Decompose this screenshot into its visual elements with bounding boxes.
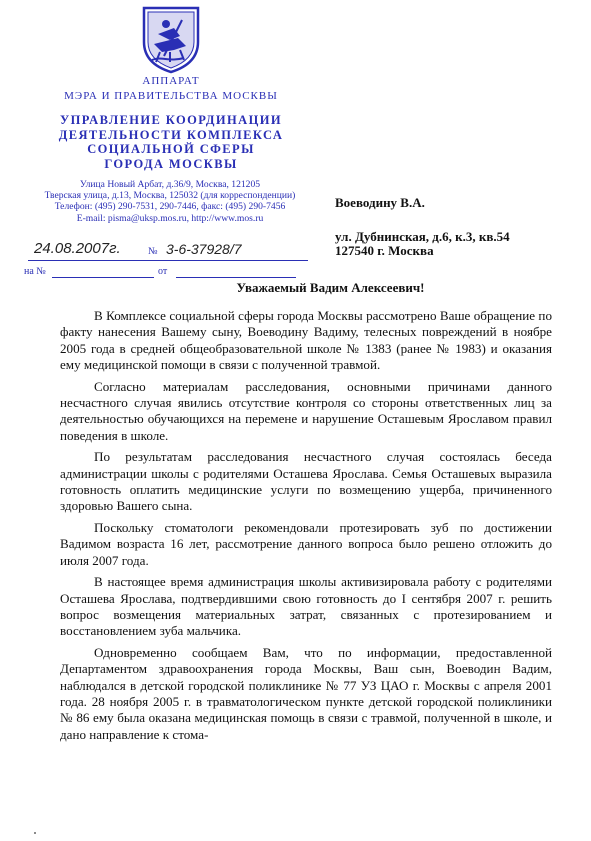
letterhead-address xyxy=(20,179,320,224)
reference-date-blank xyxy=(176,277,296,278)
address-line: Улица Новый Арбат, д.36/9, Москва, 121205 xyxy=(79,179,261,190)
recipient-name: Воеводину В.А. xyxy=(335,195,425,210)
department-line: ДЕЯТЕЛЬНОСТИ КОМПЛЕКСА xyxy=(58,127,284,142)
apparat-line: МЭРА И ПРАВИТЕЛЬСТВА МОСКВЫ xyxy=(64,90,278,102)
address-line: Телефон: (495) 290-7531, 290-7446, факс: (495) 290-7456 xyxy=(54,201,286,213)
department-line: ГОРОДА МОСКВЫ xyxy=(104,156,238,171)
body-paragraph: По результатам расследования несчастного случая состоялась беседа администрации школы с родителями Осташева Ярослава. Семья Осташевых выразила готовность оплатить медицинские услуги по возмещению ущерба, причиненного здоровью Вашего сына. xyxy=(60,449,552,514)
reference-number-blank xyxy=(52,277,154,278)
body-paragraph: Согласно материалам расследования, основными причинами данного несчастного случая явились отсутствие контроля со стороны ответственных лиц за деятельностью обучающихся на перемене и нарушение Осташевым Ярославом правил поведения в школе. xyxy=(60,378,552,443)
registration-line xyxy=(28,240,308,264)
body-paragraph: Одновременно сообщаем Вам, что по информации, предоставленной Департаментом здравоохранения города Москвы, Ваш сын, Воеводин Вадим, наблюдался в детской городской поликлинике № 77 УЗ ЦАО г. Москвы с апреля 2001 года. 28 ноября 2005 г. в травматологическом пункте детской городской поликлиники № 86 ему была оказана медицинская помощь в связи с травмой, полученной в школе, и дано направление к стома- xyxy=(60,644,552,742)
reference-ot-label: от xyxy=(158,266,168,277)
registration-number-prefix: № xyxy=(148,246,158,257)
letterhead-department xyxy=(40,113,302,171)
scan-speck xyxy=(34,832,36,834)
letterhead-apparat xyxy=(40,74,302,104)
reference-na-label: на № xyxy=(24,266,46,277)
registration-underline xyxy=(28,260,308,261)
recipient-city: 127540 г. Москва xyxy=(335,243,434,258)
body-paragraph: В настоящее время администрация школы активизировала работу с родителями Осташева Ярослава, подтвердившими свою готовность до I сентября 2007 г. решить вопрос возмещения материальных затрат, связанных с протезированием и восстановлением зуба мальчика. xyxy=(60,574,552,639)
registration-date: 24.08.2007г. xyxy=(34,240,121,257)
greeting: Уважаемый Вадим Алексеевич! xyxy=(236,280,425,295)
department-line: УПРАВЛЕНИЕ КООРДИНАЦИИ xyxy=(60,113,282,127)
moscow-coat-of-arms-icon xyxy=(140,6,202,74)
body-paragraph: Поскольку стоматологи рекомендовали протезировать зуб по достижении Вадимом возраста 16 лет, рассмотрение данного вопроса было решено отложить до июля 2007 года. xyxy=(60,519,552,568)
recipient-block xyxy=(335,196,510,258)
address-line: E-mail: pisma@uksp.mos.ru, http://www.mos.ru xyxy=(76,212,264,224)
registration-number: 3-6-37928/7 xyxy=(166,241,242,257)
letter-body xyxy=(60,308,552,748)
department-line: СОЦИАЛЬНОЙ СФЕРЫ xyxy=(87,142,255,156)
apparat-line: АППАРАТ xyxy=(142,75,200,87)
body-paragraph: В Комплексе социальной сферы города Москвы рассмотрено Ваше обращение по факту нанесения Вашему сыну, Воеводину Вадиму, телесных повреждений в ноябре 2005 года в средней общеобразовательной школе № 1383 (ранее № 1983) и оказания ему медицинской помощи в связи с полученной травмой. xyxy=(60,308,552,373)
address-line: Тверская улица, д.13, Москва, 125032 (для корреспонденции) xyxy=(44,190,296,202)
recipient-street: ул. Дубнинская, д.6, к.3, кв.54 xyxy=(335,229,510,244)
